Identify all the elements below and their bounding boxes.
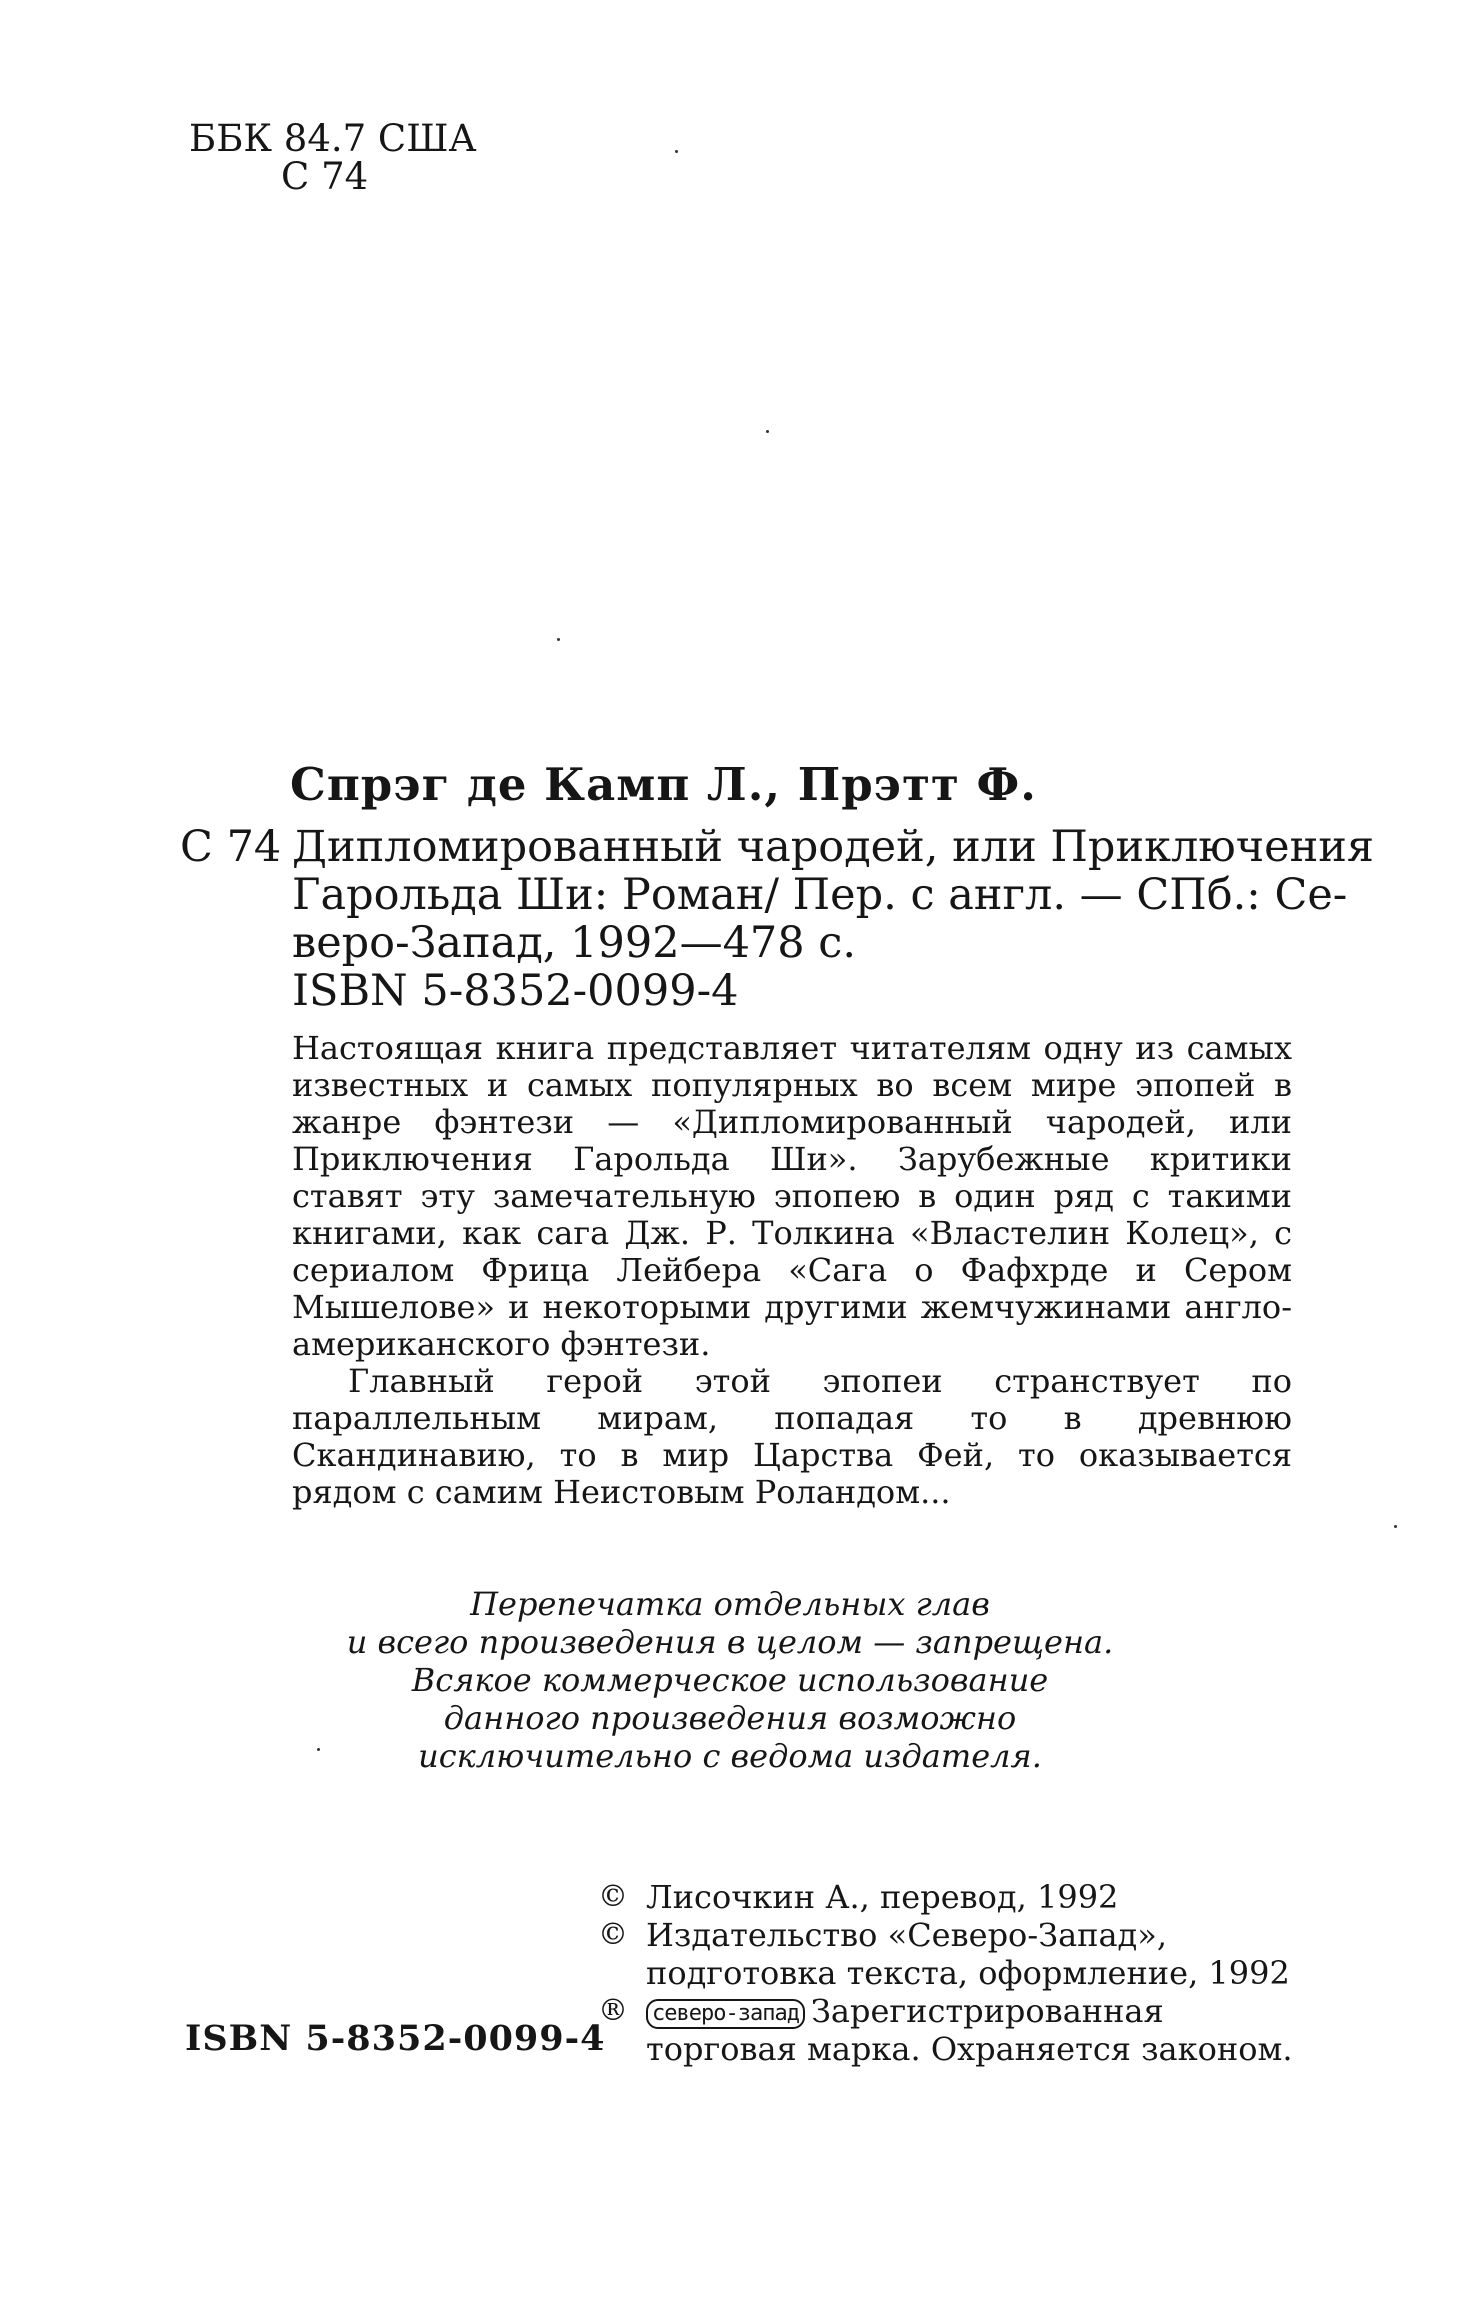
bbk-code [189, 117, 477, 198]
catalog-number: С 74 [180, 822, 282, 872]
copyright-icon: © [598, 1879, 628, 1914]
print-speck [766, 430, 769, 433]
notice-line: исключительно с ведома издателя. [418, 1737, 1042, 1775]
notice-line: данного произведения возможно [443, 1699, 1017, 1737]
print-speck [675, 150, 678, 153]
print-speck [317, 1748, 320, 1751]
trademark-text: Зарегистрированная [810, 1992, 1164, 2030]
notice-line: Всякое коммерческое использование [411, 1661, 1049, 1699]
catalog-author: Спрэг де Камп Л., Прэтт Ф. [290, 758, 1037, 811]
description-paragraph-1: Настоящая книга представляет читателям одну из самых известных и самых популярных во всем мире эпопей в жанре фэнтези — «Дипломированный чародей, или Приключения Гарольда Ши». Зарубежные критики ставят эту замечательную эпопею в один ряд с такими книгами, как сага Дж. Р. Толкина «Властелин Колец», с сериалом Фрица Лейбера «Сага о Фафхрде и Сером Мышелове» и некоторыми другими жемчужинами англо-американского фэнтези. [292, 1029, 1292, 1363]
copyright-icon: © [598, 1917, 628, 1952]
catalog-title-line-2: Гарольда Ши: Роман/ Пер. с англ. — СПб.: Се- [292, 870, 1348, 920]
bbk-line-2: С 74 [281, 155, 369, 198]
book-description [292, 1030, 1292, 1511]
catalog-title-line-3: веро-Запад, 1992—478 с. [292, 918, 857, 968]
catalog-isbn: ISBN 5-8352-0099-4 [292, 966, 739, 1016]
notice-line: и всего произведения в целом — запрещена. [346, 1623, 1114, 1661]
print-speck [557, 638, 560, 641]
trademark-text-detail: торговая марка. Охраняется законом. [646, 2030, 1293, 2068]
print-speck [1394, 1525, 1397, 1528]
isbn-footer: ISBN 5-8352-0099-4 [185, 2018, 606, 2059]
catalog-title-line-1: Дипломированный чародей, или Приключения [292, 822, 1375, 872]
publisher-logo: северо-запад [646, 1999, 805, 2029]
copyright-publisher-detail: подготовка текста, оформление, 1992 [646, 1954, 1290, 1992]
copyright-block [598, 1878, 1293, 2068]
registered-icon: ® [598, 1993, 628, 2028]
reprint-notice [300, 1585, 1160, 1775]
bbk-line-1: ББК 84.7 США [189, 117, 477, 160]
copyright-publisher: Издательство «Северо-Запад», [646, 1916, 1167, 1954]
copyright-translation: Лисочкин А., перевод, 1992 [646, 1878, 1119, 1916]
description-paragraph-2: Главный герой этой эпопеи странствует по параллельным мирам, попадая то в древнюю Скандинавию, то в мир Царства Фей, то оказывается рядом с самим Неистовым Роландом... [292, 1362, 1292, 1511]
notice-line: Перепечатка отдельных глав [470, 1585, 990, 1623]
